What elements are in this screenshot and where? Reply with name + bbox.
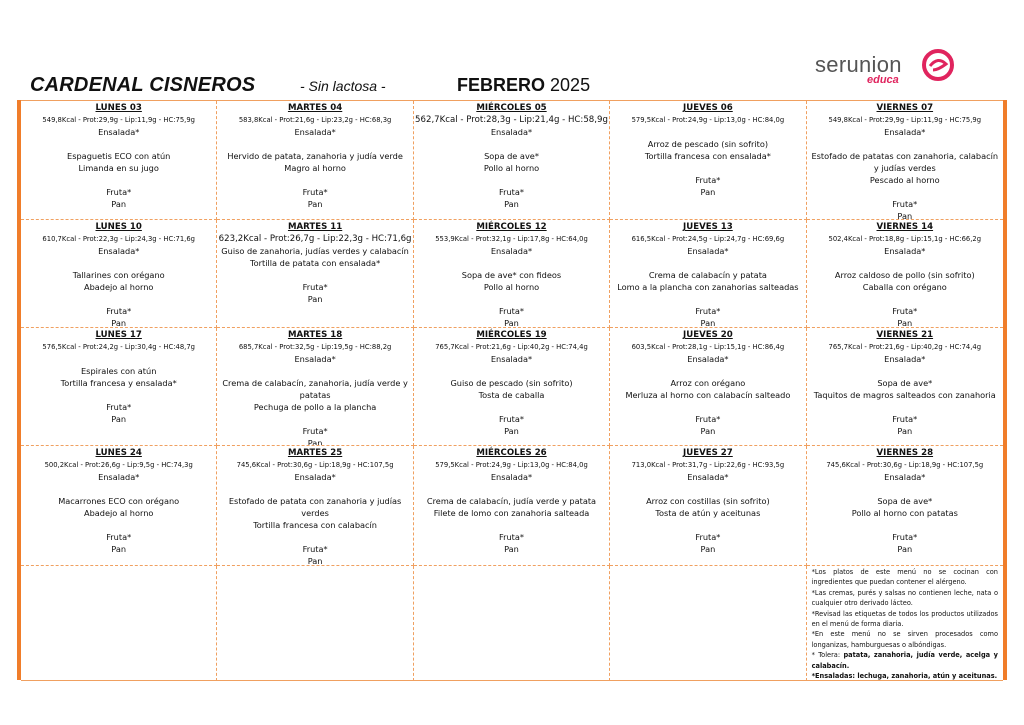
month-name: FEBRERO [457, 75, 546, 95]
dish-line: Pan [307, 438, 323, 446]
nutrition-info: 549,8Kcal - Prot:29,9g - Lip:11,9g - HC:75,9g [42, 116, 195, 124]
spacer [414, 257, 609, 269]
dish-line: Fruta* [892, 306, 918, 316]
dish-line: y judías verdes [873, 163, 936, 173]
empty-cell [414, 566, 610, 681]
spacer [610, 401, 805, 413]
dish-line: Tosta de atún y aceitunas [655, 508, 761, 518]
spacer [414, 174, 609, 186]
dish-line: Magro al horno [284, 163, 346, 173]
month-title [457, 75, 590, 96]
dish-line: Fruta* [892, 199, 918, 209]
logo-e-icon [921, 48, 955, 82]
day-title: JUEVES 27 [683, 448, 733, 458]
spacer [414, 483, 609, 495]
dish-line: Ensalada* [98, 127, 140, 137]
dish-line: Merluza al horno con calabacín salteado [625, 390, 791, 400]
dish-line: Ensalada* [687, 246, 729, 256]
spacer [21, 483, 216, 495]
empty-cell [610, 566, 806, 681]
nutrition-info: 616,5Kcal - Prot:24,5g - Lip:24,7g - HC:69,6g [631, 235, 785, 243]
dish-line: Sopa de ave* con fideos [461, 270, 562, 280]
day-cell [610, 220, 806, 328]
dish-line: Pan [111, 318, 127, 328]
dish-line: Fruta* [106, 532, 132, 542]
day-cell [217, 220, 413, 328]
spacer [610, 365, 805, 377]
dish-line: Sopa de ave* [877, 496, 933, 506]
dish-line: Guiso de zanahoria, judías verdes y calabacín [221, 246, 409, 256]
day-cell [610, 446, 806, 566]
spacer [21, 519, 216, 531]
dish-line: Fruta* [695, 414, 721, 424]
day-cell [807, 101, 1003, 220]
day-title: VIERNES 28 [876, 448, 934, 458]
dish-line: Fruta* [106, 402, 132, 412]
day-cell [21, 220, 217, 328]
note-ensaladas-text: *Ensaladas: lechuga, zanahoria, atún y aceitunas. [811, 672, 998, 681]
day-title: JUEVES 13 [683, 222, 733, 232]
right-accent-bar [1003, 100, 1007, 680]
dish-line: Ensalada* [884, 472, 926, 482]
spacer [217, 531, 412, 543]
dish-line: Pollo al horno [483, 282, 540, 292]
note-tolera-prefix: * Tolera: [811, 651, 844, 660]
dish-line: Ensalada* [884, 354, 926, 364]
dish-line: Abadejo al horno [83, 508, 154, 518]
day-title: MARTES 11 [287, 222, 343, 232]
dish-line: Pan [897, 544, 913, 554]
spacer [217, 174, 412, 186]
dish-line: Fruta* [892, 532, 918, 542]
dish-line: Ensalada* [294, 127, 336, 137]
dish-line: Ensalada* [490, 127, 533, 137]
day-cell [610, 328, 806, 446]
dish-line: Sopa de ave* [877, 378, 933, 388]
note-line: *Revisad las etiquetas de todos los productos utilizados en el menú de forma diaria. [811, 609, 998, 629]
spacer [807, 519, 1003, 531]
allergen-notes [807, 566, 1003, 681]
dish-line: Pescado al horno [869, 175, 940, 185]
nutrition-info: 745,6Kcal - Prot:30,6g - Lip:18,9g - HC:107,5g [826, 461, 984, 469]
day-title: LUNES 17 [95, 330, 142, 340]
year: 2025 [550, 75, 591, 95]
day-title: MARTES 18 [287, 330, 343, 340]
day-title: JUEVES 20 [683, 330, 733, 340]
day-title: VIERNES 07 [876, 103, 934, 113]
spacer [610, 293, 805, 305]
dish-line: Ensalada* [294, 472, 336, 482]
day-cell [414, 220, 610, 328]
dish-line: Ensalada* [98, 246, 140, 256]
empty-cell [21, 566, 217, 681]
spacer [21, 353, 216, 365]
day-cell [21, 101, 217, 220]
dish-line: Ensalada* [98, 472, 140, 482]
spacer [21, 174, 216, 186]
dish-line: Fruta* [695, 306, 721, 316]
dish-line: verdes [301, 508, 329, 518]
dish-line: Espaguetis ECO con atún [67, 151, 171, 161]
day-cell [217, 446, 413, 566]
spacer [217, 365, 412, 377]
nutrition-info: 562,7Kcal - Prot:28,3g - Lip:21,4g - HC:58,9g [415, 115, 608, 125]
note-line: *En este menú no se sirven procesados como longanizas, hamburguesas o albóndigas. [811, 630, 998, 649]
dish-line: Pan [504, 318, 519, 328]
dish-line: Macarrones ECO con orégano [58, 496, 180, 506]
nutrition-info: 579,5Kcal - Prot:24,9g - Lip:13,0g - HC:84,0g [435, 461, 588, 469]
dish-line: Filete de lomo con zanahoria salteada [433, 508, 590, 518]
day-cell [807, 328, 1003, 446]
dish-line: Fruta* [498, 187, 524, 197]
nutrition-info: 553,9Kcal - Prot:32,1g - Lip:17,8g - HC:64,0g [435, 235, 588, 243]
dish-line: Pollo al horno con patatas [851, 508, 958, 518]
spacer [414, 519, 609, 531]
day-title: MARTES 04 [287, 103, 343, 113]
note-line: *Las cremas, purés y salsas no contienen leche, nata o cualquier otro derivado lácteo. [811, 588, 998, 608]
dish-line: Pan [897, 318, 913, 328]
dish-line: Limanda en su jugo [78, 163, 159, 173]
dish-line: Pollo al horno [483, 163, 540, 173]
dish-line: Fruta* [106, 306, 132, 316]
dish-line: Pan [111, 199, 127, 209]
diet-label: - Sin lactosa - [300, 78, 386, 94]
dish-line: Ensalada* [490, 246, 533, 256]
logo-brand-text: serunion [815, 52, 902, 77]
nutrition-info: 765,7Kcal - Prot:21,6g - Lip:40,2g - HC:74,4g [828, 343, 982, 351]
dish-line: Fruta* [302, 282, 328, 292]
nutrition-info: 549,8Kcal - Prot:29,9g - Lip:11,9g - HC:75,9g [828, 116, 982, 124]
spacer [807, 138, 1003, 150]
menu-calendar-grid [21, 100, 1003, 681]
dish-line: Sopa de ave* [484, 151, 539, 161]
dish-line: Ensalada* [294, 354, 336, 364]
serunion-logo [815, 48, 955, 88]
nutrition-info: 610,7Kcal - Prot:22,3g - Lip:24,3g - HC:71,6g [42, 235, 195, 243]
nutrition-info: 623,2Kcal - Prot:26,7g - Lip:22,3g - HC:71,6g [218, 234, 412, 244]
dish-line: Pan [700, 318, 716, 328]
note-line: *Los platos de este menú no se cocinan con ingredientes que puedan contener el alérgeno. [811, 568, 998, 587]
dish-line: Caballa con orégano [862, 282, 947, 292]
day-title: LUNES 03 [95, 103, 142, 113]
dish-line: Arroz con orégano [670, 378, 746, 388]
dish-line: Abadejo al horno [83, 282, 154, 292]
day-cell [610, 101, 806, 220]
dish-line: Ensalada* [490, 354, 533, 364]
dish-line: Fruta* [695, 175, 721, 185]
dish-line: Pan [504, 426, 519, 436]
spacer [414, 401, 609, 413]
day-cell [21, 446, 217, 566]
day-cell [807, 220, 1003, 328]
day-cell [21, 328, 217, 446]
dish-line: Fruta* [498, 414, 524, 424]
day-cell [217, 328, 413, 446]
nutrition-info: 713,0Kcal - Prot:31,7g - Lip:22,6g - HC:93,5g [631, 461, 785, 469]
dish-line: Ensalada* [687, 472, 729, 482]
day-title: LUNES 24 [95, 448, 142, 458]
school-name: CARDENAL CISNEROS [30, 74, 256, 96]
dish-line: Hervido de patata, zanahoria y judía verde [227, 151, 403, 161]
dish-line: Arroz con costillas (sin sofrito) [646, 496, 770, 506]
nutrition-info: 500,2Kcal - Prot:26,6g - Lip:9,5g - HC:74,3g [44, 461, 193, 469]
day-title: MIÉRCOLES 26 [476, 448, 547, 458]
dish-line: Fruta* [302, 187, 328, 197]
day-cell [414, 446, 610, 566]
spacer [807, 483, 1003, 495]
spacer [414, 138, 609, 150]
day-title: JUEVES 06 [683, 103, 733, 113]
dish-line: Pan [307, 556, 323, 566]
spacer [21, 389, 216, 401]
spacer [610, 162, 805, 174]
dish-line: Arroz de pescado (sin sofrito) [647, 139, 769, 149]
dish-line: Tortilla francesa y ensalada* [60, 378, 177, 388]
dish-line: Tortilla francesa con calabacín [253, 520, 377, 530]
spacer [610, 257, 805, 269]
dish-line: Pan [700, 544, 716, 554]
dish-line: Pan [307, 294, 323, 304]
dish-line: Tosta de caballa [478, 390, 545, 400]
dish-line: Crema de calabacín y patata [648, 270, 767, 280]
dish-line: Tallarines con orégano [72, 270, 165, 280]
dish-line: Ensalada* [490, 472, 533, 482]
dish-line: Pan [111, 544, 127, 554]
dish-line: Tortilla francesa con ensalada* [644, 151, 771, 161]
day-title: MIÉRCOLES 05 [476, 103, 547, 113]
spacer [21, 257, 216, 269]
dish-line: Tortilla de patata con ensalada* [250, 258, 381, 268]
nutrition-info: 576,5Kcal - Prot:24,2g - Lip:30,4g - HC:48,7g [42, 343, 195, 351]
dish-line: Pan [700, 187, 716, 197]
dish-line: Fruta* [498, 532, 524, 542]
day-title: MIÉRCOLES 12 [476, 222, 547, 232]
dish-line: Pan [897, 426, 913, 436]
nutrition-info: 765,7Kcal - Prot:21,6g - Lip:40,2g - HC:74,4g [435, 343, 588, 351]
spacer [807, 401, 1003, 413]
dish-line: Ensalada* [687, 354, 729, 364]
spacer [217, 269, 412, 281]
dish-line: Fruta* [302, 426, 328, 436]
dish-line: Taquitos de magros salteados con zanahoria [813, 390, 996, 400]
empty-cell [217, 566, 413, 681]
dish-line: Espirales con atún [81, 366, 157, 376]
dish-line: Guiso de pescado (sin sofrito) [450, 378, 573, 388]
spacer [21, 138, 216, 150]
spacer [610, 519, 805, 531]
dish-line: Fruta* [302, 544, 328, 554]
dish-line: Fruta* [106, 187, 132, 197]
day-title: VIERNES 14 [876, 222, 934, 232]
day-cell [217, 101, 413, 220]
note-tolera-items: patata, zanahoria, judía verde, acelga y calabacín. [811, 651, 998, 670]
dish-line: Fruta* [695, 532, 721, 542]
day-cell [414, 328, 610, 446]
spacer [414, 365, 609, 377]
day-title: MARTES 25 [287, 448, 343, 458]
spacer [807, 186, 1003, 198]
spacer [807, 365, 1003, 377]
dish-line: Pan [504, 199, 519, 209]
dish-line: Pan [111, 414, 127, 424]
dish-line: Ensalada* [884, 127, 926, 137]
logo-sub-text: educa [867, 74, 899, 86]
dish-line: Pan [307, 199, 323, 209]
nutrition-info: 745,6Kcal - Prot:30,6g - Lip:18,9g - HC:107,5g [236, 461, 394, 469]
dish-line: Fruta* [892, 414, 918, 424]
spacer [807, 257, 1003, 269]
nutrition-info: 502,4Kcal - Prot:18,8g - Lip:15,1g - HC:66,2g [828, 235, 982, 243]
dish-line: Pan [504, 544, 519, 554]
day-cell [414, 101, 610, 220]
day-title: MIÉRCOLES 19 [476, 330, 547, 340]
dish-line: Ensalada* [884, 246, 926, 256]
spacer [217, 483, 412, 495]
spacer [610, 126, 805, 138]
note-tolera [812, 650, 998, 671]
spacer [217, 413, 412, 425]
dish-line: Pan [700, 426, 716, 436]
dish-line: Estofado de patatas con zanahoria, calabacín [811, 151, 999, 161]
spacer [414, 293, 609, 305]
spacer [21, 293, 216, 305]
dish-line: Pechuga de pollo a la plancha [253, 402, 377, 412]
dish-line: Crema de calabacín, zanahoria, judía verde y [222, 378, 408, 388]
nutrition-info: 583,8Kcal - Prot:21,6g - Lip:23,2g - HC:68,3g [238, 116, 392, 124]
day-title: LUNES 10 [95, 222, 142, 232]
dish-line: Fruta* [498, 306, 524, 316]
dish-line: patatas [299, 390, 331, 400]
spacer [610, 483, 805, 495]
dish-line: Estofado de patata con zanahoria y judías [228, 496, 402, 506]
dish-line: Crema de calabacín, judía verde y patata [426, 496, 597, 506]
dish-line: Arroz caldoso de pollo (sin sofrito) [834, 270, 975, 280]
spacer [807, 293, 1003, 305]
nutrition-info: 603,5Kcal - Prot:28,1g - Lip:15,1g - HC:86,4g [631, 343, 785, 351]
spacer [217, 138, 412, 150]
note-ensaladas [812, 671, 998, 681]
dish-line: Pan [897, 211, 913, 220]
nutrition-info: 685,7Kcal - Prot:32,5g - Lip:19,5g - HC:88,2g [238, 343, 392, 351]
day-cell [807, 446, 1003, 566]
day-title: VIERNES 21 [876, 330, 934, 340]
nutrition-info: 579,5Kcal - Prot:24,9g - Lip:13,0g - HC:84,0g [631, 116, 785, 124]
dish-line: Lomo a la plancha con zanahorias salteadas [617, 282, 799, 292]
